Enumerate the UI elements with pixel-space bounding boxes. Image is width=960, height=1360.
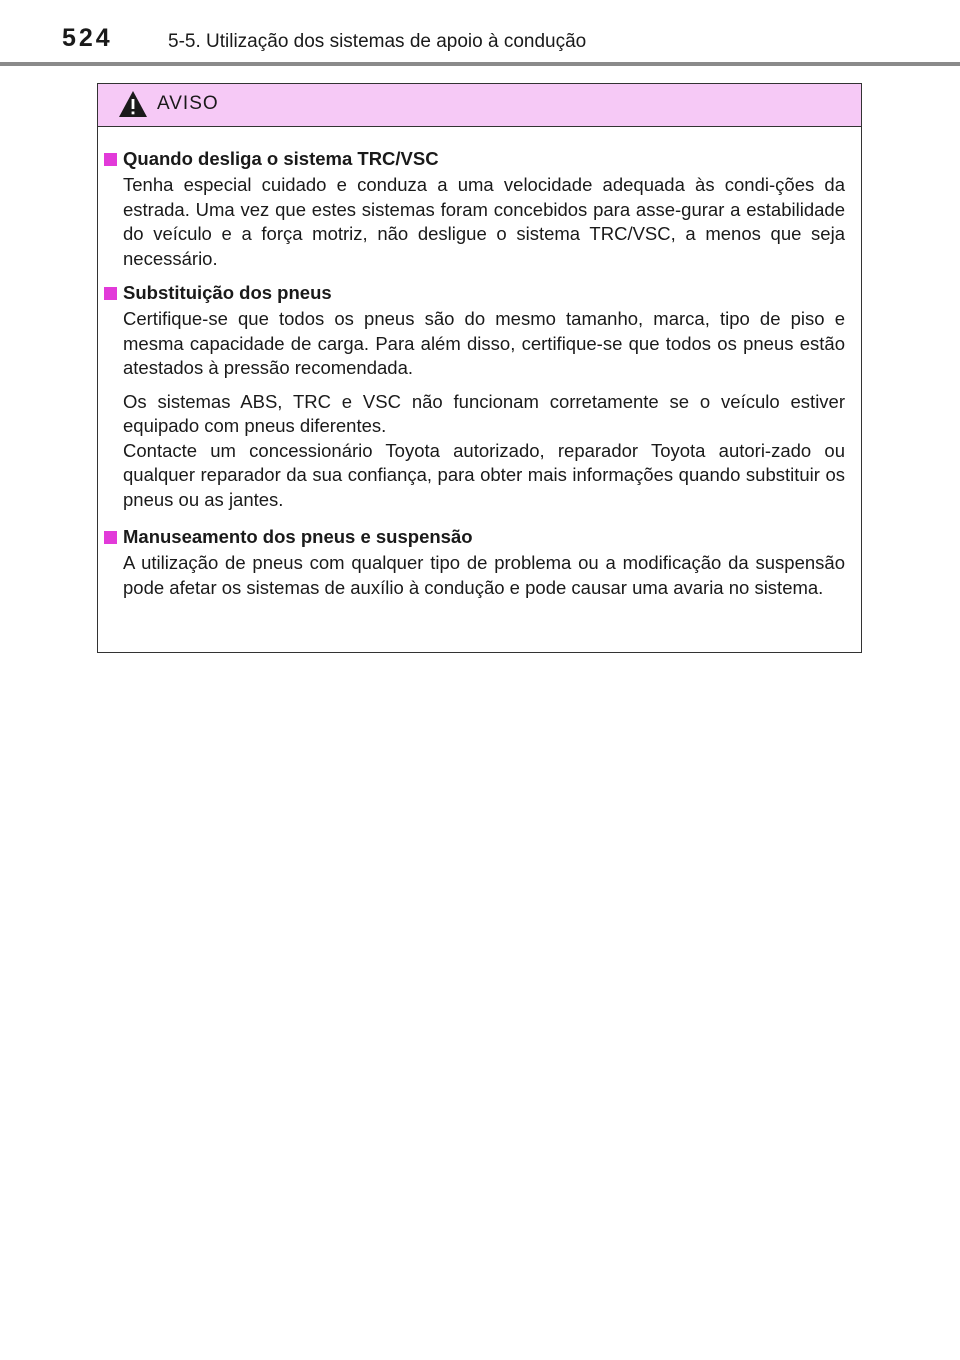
warning-item	[98, 146, 861, 271]
square-bullet-icon	[104, 531, 117, 544]
item-title: Manuseamento dos pneus e suspensão	[123, 526, 473, 547]
item-heading	[98, 280, 861, 307]
warning-item	[98, 280, 861, 512]
item-paragraph: A utilização de pneus com qualquer tipo de problema ou a modificação da suspensão pode afetar os sistemas de auxílio à condução e pode causar uma avaria no sistema.	[123, 552, 845, 598]
item-paragraph: Tenha especial cuidado e conduza a uma velocidade adequada às condi-ções da estrada. Uma vez que estes sistemas foram concebidos para asse-gurar a estabilidade do veículo e a força motriz, não desligue o sistema TRC/VSC, a menos que seja necessário.	[123, 174, 845, 269]
warning-triangle-icon	[117, 89, 149, 119]
item-paragraph: Os sistemas ABS, TRC e VSC não funcionam corretamente se o veículo estiver equipado com pneus diferentes.	[123, 390, 845, 436]
page-number: 524	[62, 24, 113, 52]
page-header	[0, 0, 960, 70]
item-heading	[98, 524, 861, 551]
square-bullet-icon	[104, 153, 117, 166]
item-heading	[98, 146, 861, 173]
section-title: 5-5. Utilização dos sistemas de apoio à condução	[168, 31, 587, 52]
header-rule	[0, 62, 960, 66]
item-title: Quando desliga o sistema TRC/VSC	[123, 148, 439, 169]
warning-item	[98, 524, 861, 600]
warning-header	[98, 84, 861, 127]
item-paragraph: Contacte um concessionário Toyota autorizado, reparador Toyota autori-zado ou qualquer reparador da sua confiança, para obter mais informações quando substituir os pneus ou as jantes.	[123, 439, 845, 510]
warning-title: AVISO	[157, 93, 219, 114]
item-paragraph: Certifique-se que todos os pneus são do mesmo tamanho, marca, tipo de piso e mesma capacidade de carga. Para além disso, certifique-se que todos os pneus estão atestados à pressão recomendada.	[123, 308, 845, 378]
warning-box	[97, 83, 862, 653]
square-bullet-icon	[104, 287, 117, 300]
item-title: Substituição dos pneus	[123, 282, 332, 303]
